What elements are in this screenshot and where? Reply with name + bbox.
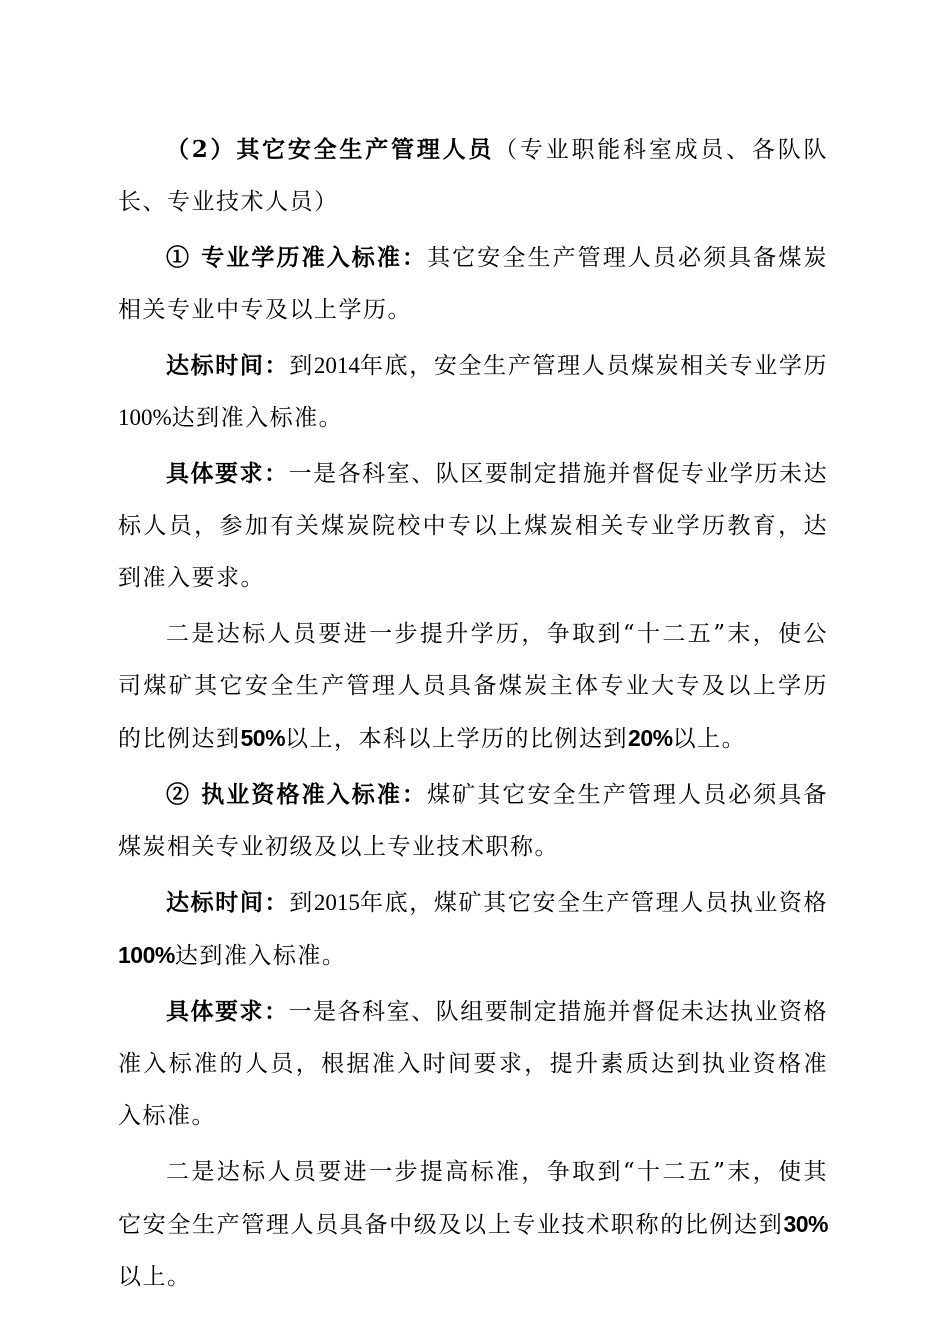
qualification-requirement-paragraph <box>118 986 828 1142</box>
education-standard-label: ① 专业学历准入标准： <box>166 244 428 271</box>
education-standard-text: 其它安全生产管理人员必须具备煤炭相关专业中专及以上学历。 <box>118 245 828 323</box>
qualification-goal-percent: 30% <box>783 1211 828 1237</box>
qualification-deadline-text-c: 达到准入标准。 <box>174 943 347 969</box>
section-heading: （2）其它安全生产管理人员 <box>166 136 495 163</box>
education-deadline-paragraph <box>118 340 828 444</box>
education-requirement-text: 一是各科室、队区要制定措施并督促专业学历未达标人员，参加有关煤炭院校中专以上煤炭相关专业学历教育，达到准入要求。 <box>118 461 829 591</box>
qualification-standard-text: 煤矿其它安全生产管理人员必须具备煤炭相关专业初级及以上专业技术职称。 <box>118 782 828 860</box>
qualification-deadline-label: 达标时间： <box>166 889 290 916</box>
education-requirement-label: 具体要求： <box>166 460 289 487</box>
section-heading-scope: （专业职能科室成员、各队队长、专业技术人员） <box>118 137 828 215</box>
education-goal-text-c: 以上。 <box>672 726 747 752</box>
education-deadline-percent: 100% <box>118 405 172 430</box>
education-goal-percent-2: 20% <box>628 725 673 751</box>
education-goal-text-a: 二是达标人员要进一步提升学历，争取到“十二五”末，使公司煤矿其它安全生产管理人员具备煤炭主体专业大专及以上学历的比例达到 <box>118 621 828 752</box>
education-deadline-text-c: 达到准入标准。 <box>171 405 344 431</box>
education-standard-paragraph <box>118 232 828 336</box>
qualification-goal-paragraph <box>118 1146 828 1303</box>
document-page <box>118 124 828 1303</box>
qualification-deadline-year: 2015 <box>313 890 360 915</box>
qualification-goal-text-b: 以上。 <box>118 1264 192 1290</box>
education-deadline-year: 2014 <box>313 353 360 378</box>
qualification-deadline-percent: 100% <box>118 942 175 968</box>
qualification-deadline-text-b: 年底，煤矿其它安全生产管理人员执业资格 <box>359 890 829 916</box>
qualification-goal-text-a: 二是达标人员要进一步提高标准，争取到“十二五”末，使其它安全生产管理人员具备中级及以上专业技术职称的比例达到 <box>118 1159 828 1238</box>
education-goal-percent-1: 50% <box>240 725 286 751</box>
education-goal-paragraph <box>118 608 828 765</box>
qualification-requirement-text: 一是各科室、队组要制定措施并督促未达执业资格准入标准的人员，根据准入时间要求，提升素质达到执业资格准入标准。 <box>118 999 829 1129</box>
qualification-standard-paragraph <box>118 769 828 873</box>
qualification-standard-label: ② 执业资格准入标准： <box>166 781 428 808</box>
section-heading-paragraph <box>118 124 828 228</box>
education-deadline-label: 达标时间： <box>166 352 290 379</box>
qualification-deadline-text-a: 到 <box>289 890 314 916</box>
education-deadline-text-b: 年底，安全生产管理人员煤炭相关专业学历 <box>359 353 829 379</box>
education-deadline-text-a: 到 <box>289 353 314 379</box>
education-goal-text-b: 以上，本科以上学历的比例达到 <box>285 726 629 752</box>
education-requirement-paragraph <box>118 448 828 604</box>
qualification-requirement-label: 具体要求： <box>166 998 289 1025</box>
qualification-deadline-paragraph <box>118 877 828 982</box>
